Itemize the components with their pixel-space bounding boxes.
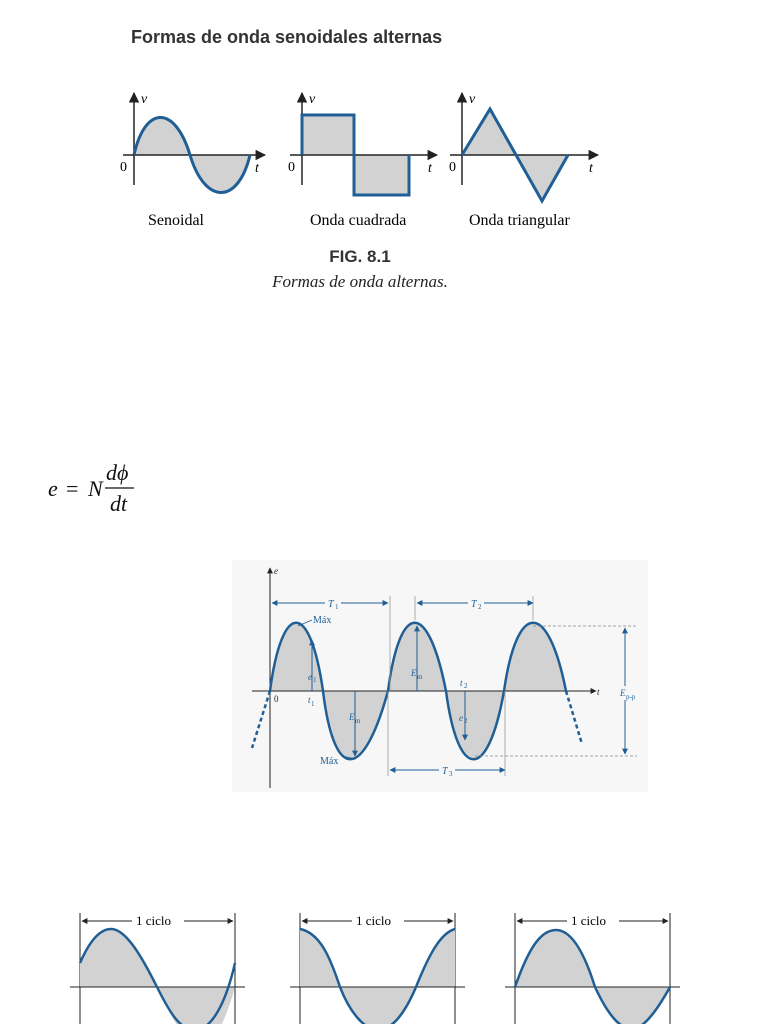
cycle-1-label: 1 ciclo	[136, 913, 172, 928]
e1-sub: 1	[313, 676, 317, 684]
sine-origin-label: 0	[120, 160, 127, 175]
equation-lhs: e	[48, 476, 58, 501]
em-upper-sub: m	[417, 673, 423, 681]
sinusoid-parameters-diagram	[232, 560, 648, 792]
sine-t-label: t	[255, 161, 259, 176]
square-v-label: v	[309, 92, 316, 107]
equation-coefficient: N	[88, 476, 103, 501]
square-caption: Onda cuadrada	[310, 212, 407, 229]
diagram-e-axis-label: e	[274, 566, 278, 576]
t2-label: t	[460, 678, 463, 688]
em-lower-sub: m	[355, 717, 361, 725]
cycle-3-label: 1 ciclo	[571, 913, 607, 928]
em-lower-label: E	[349, 712, 355, 722]
t2-period-label: T	[471, 599, 477, 610]
t3-period-label: T	[442, 766, 448, 777]
cycle-waveform-2	[290, 913, 465, 1024]
cycle-2-label: 1 ciclo	[356, 913, 392, 928]
e2-label: e	[459, 713, 463, 723]
triangle-caption: Onda triangular	[469, 212, 570, 229]
waveforms-figure	[0, 85, 620, 235]
t1-sub: 1	[311, 700, 315, 708]
t2-period-sub: 2	[478, 603, 482, 611]
sine-caption: Senoidal	[148, 212, 204, 229]
t3-period-sub: 3	[449, 770, 453, 778]
e1-label: e	[308, 672, 312, 682]
diagram-origin: 0	[274, 694, 279, 704]
t1-label: t	[308, 695, 311, 705]
triangle-origin-label: 0	[449, 160, 456, 175]
cycle-waveform-3	[505, 913, 680, 1024]
one-cycle-figure	[0, 895, 768, 1024]
square-waveform	[288, 92, 437, 195]
sine-v-label: v	[141, 92, 148, 107]
t1-period-sub: 1	[335, 603, 339, 611]
max-bottom-label: Máx	[320, 756, 339, 767]
equation-numerator: dϕ	[106, 460, 129, 485]
figure-caption: Formas de onda alternas.	[272, 272, 448, 291]
triangle-v-label: v	[469, 92, 476, 107]
sine-waveform	[120, 92, 265, 193]
square-origin-label: 0	[288, 160, 295, 175]
square-t-label: t	[428, 161, 432, 176]
triangle-t-label: t	[589, 161, 593, 176]
equation-equals: =	[66, 476, 79, 501]
em-upper-label: E	[411, 668, 417, 678]
diagram-t-axis-label: t	[597, 687, 600, 697]
epp-sub: p-p	[626, 693, 636, 701]
faraday-equation	[44, 458, 154, 518]
cycle-waveform-1	[70, 913, 245, 1024]
figure-number: FIG. 8.1	[329, 247, 391, 266]
t1-period-label: T	[328, 599, 334, 610]
t2-sub: 2	[464, 682, 468, 690]
epp-label: E	[620, 688, 626, 698]
max-top-label: Máx	[313, 615, 332, 626]
page-heading: Formas de onda senoidales alternas	[131, 27, 443, 47]
equation-denominator: dt	[110, 491, 128, 516]
triangle-waveform	[449, 92, 598, 201]
e2-sub: 2	[464, 717, 468, 725]
